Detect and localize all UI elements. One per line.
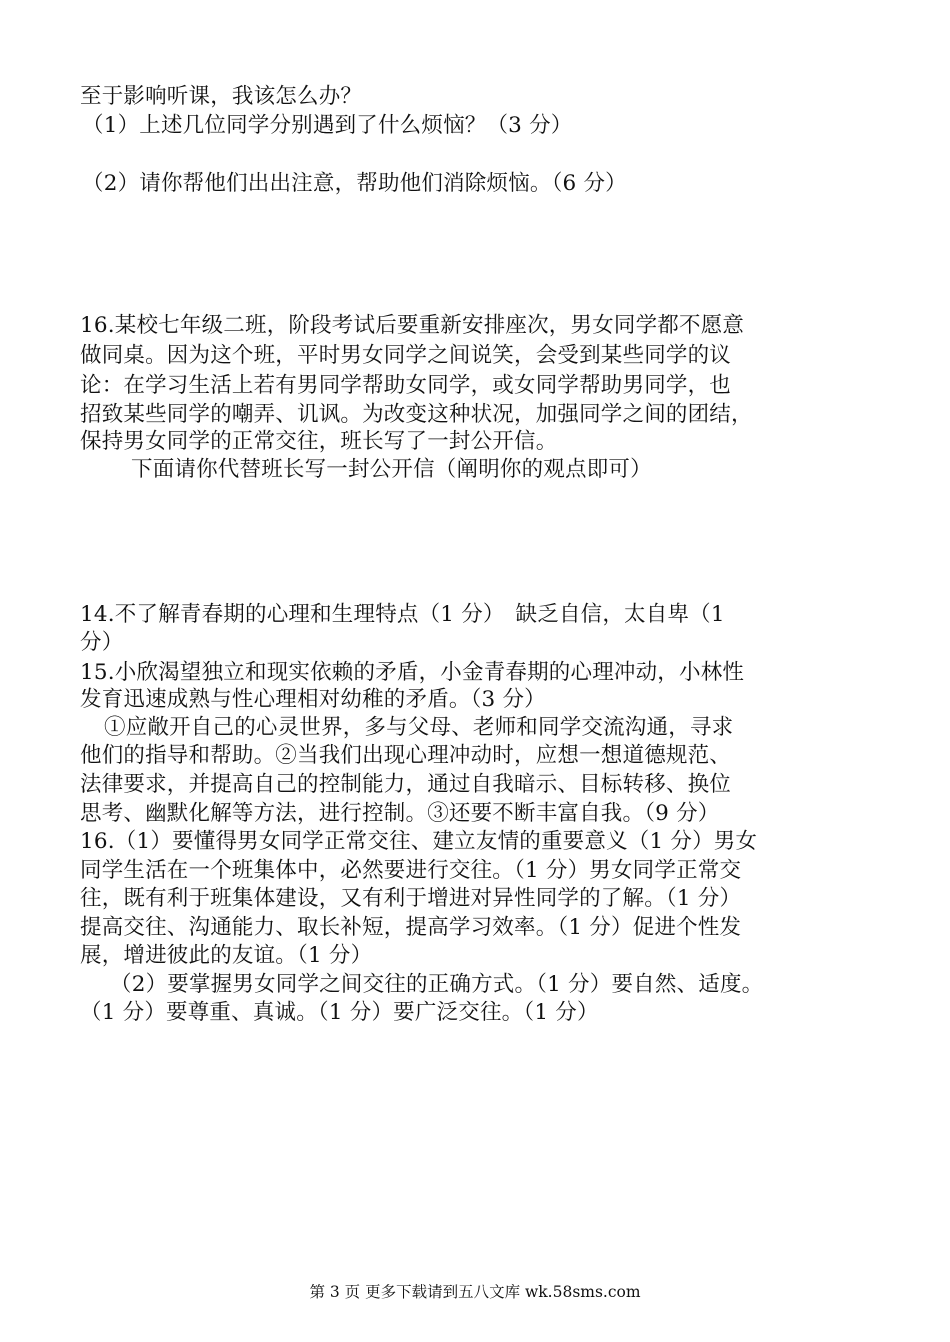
answer-line: 分） xyxy=(80,630,124,655)
answer-line: （2）要掌握男女同学之间交往的正确方式。（1 分）要自然、适度。 xyxy=(110,972,764,997)
answer-line: 16.（1）要懂得男女同学正常交往、建立友情的重要意义（1 分）男女 xyxy=(80,829,758,854)
q16-line: 做同桌。因为这个班，平时男女同学之间说笑，会受到某些同学的议 xyxy=(80,343,732,368)
answer-line: 他们的指导和帮助。②当我们出现心理冲动时，应想一想道德规范、 xyxy=(80,743,732,768)
q15-subquestion-1: （1）上述几位同学分别遇到了什么烦恼？（3 分） xyxy=(82,113,573,138)
answer-line: 14.不了解青春期的心理和生理特点（1 分） 缺乏自信，太自卑（1 xyxy=(80,602,725,627)
answer-line: 15.小欣渴望独立和现实依赖的矛盾，小金青春期的心理冲动，小林性 xyxy=(80,660,745,685)
answer-line: ①应敞开自己的心灵世界，多与父母、老师和同学交流沟通，寻求 xyxy=(104,715,734,740)
answer-line: 提高交往、沟通能力、取长补短，提高学习效率。（1 分）促进个性发 xyxy=(80,915,742,940)
q16-line: 论：在学习生活上若有男同学帮助女同学，或女同学帮助男同学，也 xyxy=(80,373,732,398)
answer-line: 法律要求，并提高自己的控制能力，通过自我暗示、目标转移、换位 xyxy=(80,772,732,797)
q15-text-tail: 至于影响听课，我该怎么办？ xyxy=(80,84,363,109)
answer-line: 往，既有利于班集体建设，又有利于增进对异性同学的了解。（1 分） xyxy=(80,886,742,911)
page-footer: 第 3 页 更多下载请到五八文库 wk.58sms.com xyxy=(309,1283,641,1301)
answer-line: 展，增进彼此的友谊。（1 分） xyxy=(80,943,373,968)
q16-line: 招致某些同学的嘲弄、讥讽。为改变这种状况，加强同学之间的团结， xyxy=(80,402,753,427)
answer-line: 发育迅速成熟与性心理相对幼稚的矛盾。（3 分） xyxy=(80,687,546,712)
q16-line: 16.某校七年级二班，阶段考试后要重新安排座次，男女同学都不愿意 xyxy=(80,313,745,338)
answer-line: 同学生活在一个班集体中，必然要进行交往。（1 分）男女同学正常交 xyxy=(80,858,742,883)
answer-line: （1 分）要尊重、真诚。（1 分）要广泛交往。（1 分） xyxy=(80,1000,599,1025)
q16-line: 保持男女同学的正常交往，班长写了一封公开信。 xyxy=(80,429,558,454)
q16-instruction: 下面请你代替班长写一封公开信（阐明你的观点即可） xyxy=(131,457,652,482)
answer-line: 思考、幽默化解等方法，进行控制。③还要不断丰富自我。（9 分） xyxy=(80,801,720,826)
q15-subquestion-2: （2）请你帮他们出出注意，帮助他们消除烦恼。（6 分） xyxy=(82,171,627,196)
